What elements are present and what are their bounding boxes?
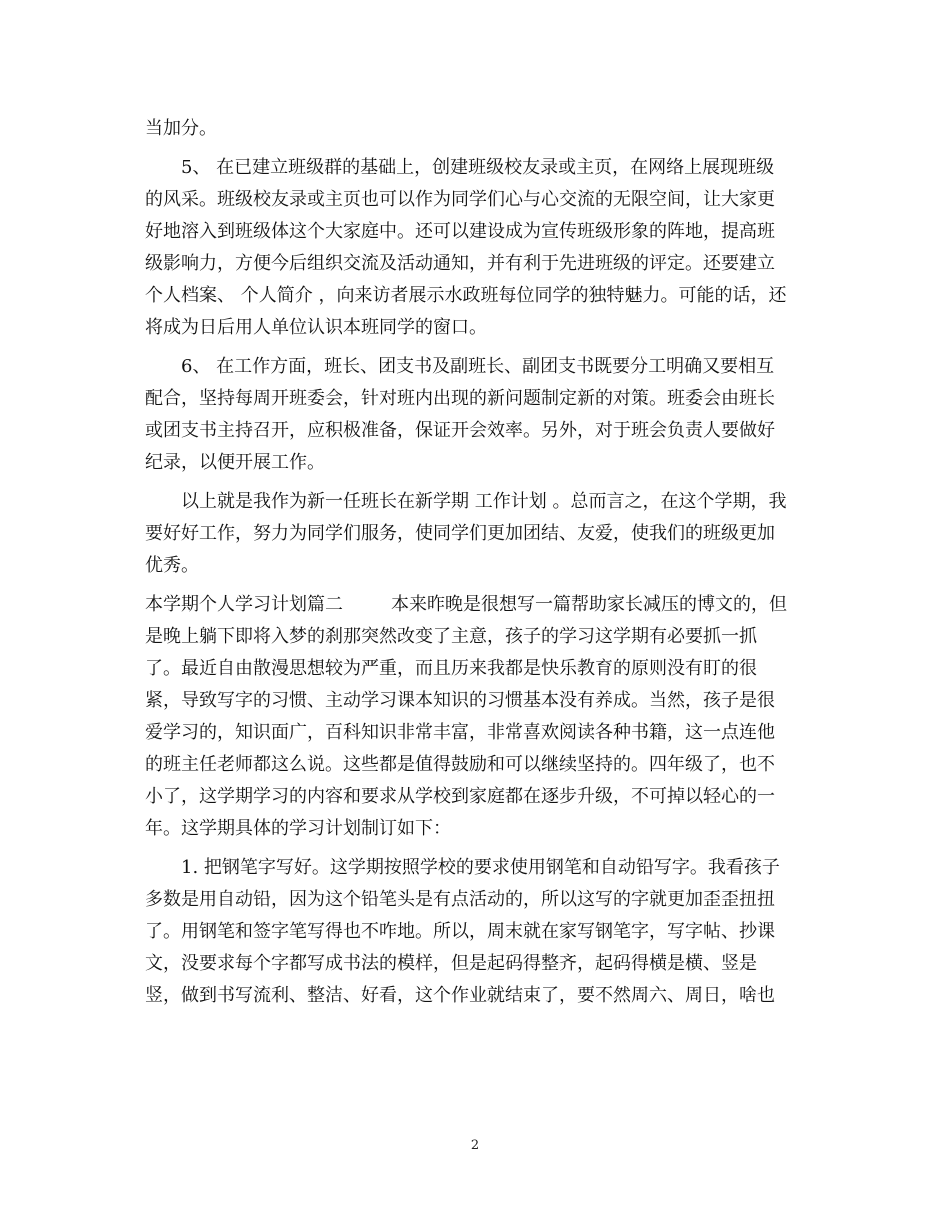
text-line: 文，没要求每个字都写成书法的模样，但是起码得整齐，起码得横是横、竖是 — [145, 953, 757, 974]
paragraph-summary — [145, 486, 815, 582]
text-line: 或团支书主持召开，应积极准备，保证开会效率。另外，对于班会负责人要做好 — [145, 420, 775, 441]
text-line: 了。用钢笔和签字笔写得也不咋地。所以，周末就在家写钢笔字，写字帖、抄课 — [145, 921, 775, 942]
paragraph-1 — [145, 113, 815, 145]
text-line: 级影响力，方便今后组织交流及活动通知，并有利于先进班级的评定。还要建立 — [145, 253, 775, 274]
text-line: 5、 在已建立班级群的基础上，创建班级校友录或主页，在网络上展现班级 — [181, 157, 775, 178]
text-line: 6、 在工作方面，班长、团支书及副班长、副团支书既要分工明确又要相互 — [181, 356, 775, 377]
page-number: 2 — [470, 1138, 480, 1153]
text-line: 的风采。班级校友录或主页也可以作为同学们心与心交流的无限空间，让大家更 — [145, 189, 775, 210]
text-line: 紧，导致写字的习惯、主动学习课本知识的习惯基本没有养成。当然，孩子是很 — [145, 690, 775, 711]
text-line: 小了，这学期学习的内容和要求从学校到家庭都在逐步升级，不可掉以轻心的一 — [145, 786, 775, 807]
text-line: 以上就是我作为新一任班长在新学期 工作计划 。总而言之，在这个学期，我 — [181, 491, 787, 512]
text-line: 个人档案、 个人简介 ，向来访者展示水政班每位同学的独特魅力。可能的话，还 — [145, 285, 787, 306]
text-line: 是晚上躺下即将入梦的刹那突然改变了主意，孩子的学习这学期有必要抓一抓 — [145, 626, 757, 647]
text-line: 了。最近自由散漫思想较为严重，而且历来我都是快乐教育的原则没有盯的很 — [145, 658, 757, 679]
text-line: 将成为日后用人单位认识本班同学的窗口。 — [145, 317, 487, 338]
text-line: 好地溶入到班级体这个大家庭中。还可以建设成为宣传班级形象的阵地，提高班 — [145, 221, 775, 242]
section-heading: 本学期个人学习计划篇二 — [145, 594, 343, 615]
paragraph-item-1 — [145, 852, 815, 1012]
paragraph-section-two — [145, 589, 815, 845]
section-heading-line — [145, 589, 815, 621]
text-line: 要好好工作，努力为同学们服务，使同学们更加团结、友爱，使我们的班级更加 — [145, 523, 775, 544]
text-line: 纪录，以便开展工作。 — [145, 452, 325, 473]
text-line: 竖，做到书写流利、整洁、好看，这个作业就结束了，要不然周六、周日，啥也 — [145, 985, 775, 1006]
text-line: 1. 把钢笔字写好。这学期按照学校的要求使用钢笔和自动铅写字。我看孩子 — [181, 857, 780, 878]
text-line: 当加分。 — [145, 118, 217, 139]
text-line: 本来昨晚是很想写一篇帮助家长减压的博文的，但 — [391, 594, 787, 615]
text-line: 爱学习的，知识面广，百科知识非常丰富，非常喜欢阅读各种书籍，这一点连他 — [145, 722, 775, 743]
paragraph-item-6 — [145, 351, 815, 479]
text-line: 优秀。 — [145, 555, 199, 576]
text-line: 的班主任老师都这么说。这些都是值得鼓励和可以继续坚持的。四年级了，也不 — [145, 754, 775, 775]
text-line: 多数是用自动铅，因为这个铅笔头是有点活动的，所以这写的字就更加歪歪扭扭 — [145, 889, 775, 910]
text-line: 年。这学期具体的学习计划制订如下： — [145, 818, 451, 839]
document-body — [145, 113, 815, 1012]
paragraph-item-5 — [145, 152, 815, 344]
text-line: 配合，坚持每周开班委会，针对班内出现的新问题制定新的对策。班委会由班长 — [145, 388, 775, 409]
